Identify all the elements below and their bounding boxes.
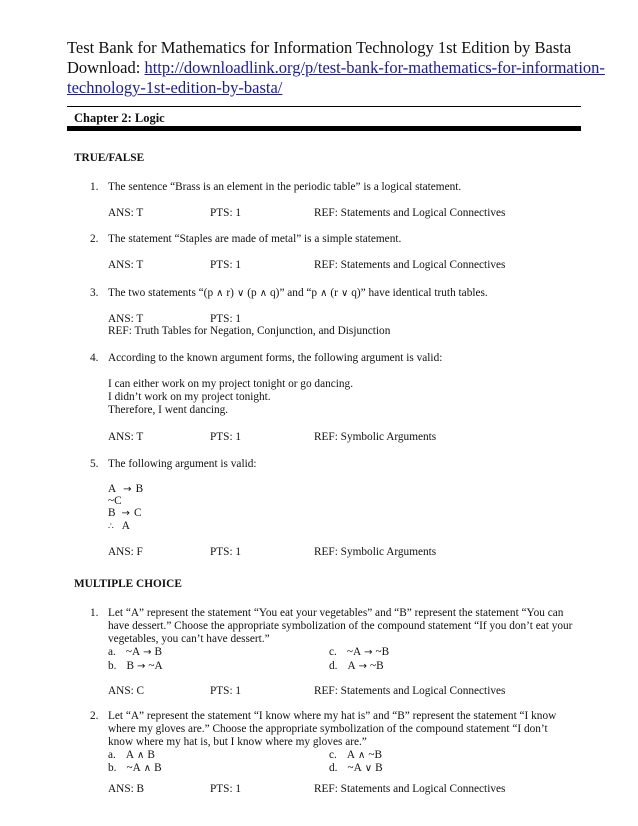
points: PTS: 1: [210, 685, 242, 697]
divider-thick: [67, 126, 581, 131]
answer: ANS: T: [108, 431, 144, 443]
logical-or-icon: ∨: [340, 288, 349, 299]
question-text: The two statements “(p ∧ r) ∨ (p ∧ q)” and “p ∧ (r ∨ q)” have identical truth tables.: [108, 287, 488, 299]
question-text: The sentence “Brass is an element in the periodic table” is a logical statement.: [108, 181, 462, 193]
conclusion: ∴ A: [108, 520, 130, 532]
question-text: have dessert.” Choose the appropriate symbolization of the compound statement “If you don’t eat your: [108, 620, 573, 632]
reference: REF: Symbolic Arguments: [314, 431, 437, 443]
choice-c: c. ~A → ~B: [329, 646, 390, 658]
answer: ANS: F: [108, 546, 143, 558]
premise-3: B → C: [108, 507, 142, 519]
arrow-right-icon: →: [123, 484, 132, 495]
question-text: According to the known argument forms, the following argument is valid:: [108, 352, 443, 364]
question-text: The statement “Staples are made of metal” is a simple statement.: [108, 233, 402, 245]
answer: ANS: B: [108, 783, 145, 795]
section-heading-truefalse: TRUE/FALSE: [74, 152, 145, 164]
logical-and-icon: ∧: [358, 750, 366, 761]
answer: ANS: T: [108, 313, 144, 325]
logical-and-icon: ∧: [216, 288, 224, 299]
question-number: 2.: [90, 710, 99, 722]
download-line: [67, 58, 605, 78]
choice-b: b. B → ~A: [108, 660, 163, 672]
logical-and-icon: ∧: [143, 763, 152, 774]
points: PTS: 1: [210, 207, 242, 219]
question-number: 1.: [90, 607, 99, 619]
choice-a: a. A ∧ B: [108, 749, 155, 761]
answer: ANS: C: [108, 685, 145, 697]
download-line-2: [67, 78, 282, 98]
download-link-cont[interactable]: technology-1st-edition-by-basta/: [67, 78, 283, 97]
arrow-right-icon: →: [364, 647, 373, 658]
reference: REF: Truth Tables for Negation, Conjunction, and Disjunction: [108, 325, 391, 337]
logical-or-icon: ∨: [236, 288, 245, 299]
premise-2: ~C: [108, 495, 122, 507]
arrow-right-icon: →: [121, 508, 130, 519]
reference: REF: Statements and Logical Connectives: [314, 685, 506, 697]
therefore-icon: ∴: [108, 521, 114, 531]
points: PTS: 1: [210, 546, 242, 558]
arrow-right-icon: →: [358, 661, 368, 672]
reference: REF: Statements and Logical Connectives: [314, 259, 506, 271]
question-number: 3.: [90, 287, 99, 299]
argument-line: I didn’t work on my project tonight.: [108, 391, 271, 403]
logical-and-icon: ∧: [259, 288, 268, 299]
question-number: 4.: [90, 352, 99, 364]
points: PTS: 1: [210, 431, 242, 443]
choice-d: d. A → ~B: [329, 660, 384, 672]
section-heading-multiplechoice: MULTIPLE CHOICE: [74, 578, 182, 590]
reference: REF: Statements and Logical Connectives: [314, 783, 506, 795]
logical-and-icon: ∧: [137, 750, 145, 761]
question-text: where my gloves are.” Choose the appropriate symbolization of the compound statement “I don’t: [108, 723, 548, 735]
argument-conclusion: Therefore, I went dancing.: [108, 404, 229, 416]
divider-thin: [67, 106, 581, 107]
question-number: 5.: [90, 458, 99, 470]
reference: REF: Statements and Logical Connectives: [314, 207, 506, 219]
argument-line: I can either work on my project tonight or go dancing.: [108, 378, 354, 390]
arrow-right-icon: →: [143, 647, 152, 658]
question-text: Let “A” represent the statement “You eat your vegetables” and “B” represent the statement “You can: [108, 607, 564, 619]
choice-b: b. ~A ∧ B: [108, 762, 162, 774]
logical-and-icon: ∧: [320, 288, 328, 299]
arrow-right-icon: →: [137, 661, 146, 672]
question-number: 1.: [90, 181, 99, 193]
choice-d: d. ~A ∨ B: [329, 762, 383, 774]
question-text: know where my hat is, but I know where my gloves are.”: [108, 736, 367, 748]
points: PTS: 1: [210, 783, 242, 795]
answer: ANS: T: [108, 259, 144, 271]
reference: REF: Symbolic Arguments: [314, 546, 437, 558]
question-text: Let “A” represent the statement “I know where my hat is” and “B” represent the statement “I know: [108, 710, 557, 722]
doc-title: Test Bank for Mathematics for Information Technology 1st Edition by Basta: [67, 38, 572, 57]
question-number: 2.: [90, 233, 99, 245]
points: PTS: 1: [210, 259, 242, 271]
question-text: vegetables, you can’t have dessert.”: [108, 633, 270, 645]
question-text: The following argument is valid:: [108, 458, 257, 470]
premise-1: A → B: [108, 483, 144, 495]
points: PTS: 1: [210, 313, 242, 325]
chapter-title: Chapter 2: Logic: [74, 111, 165, 125]
choice-c: c. A ∧ ~B: [329, 749, 382, 761]
answer: ANS: T: [108, 207, 144, 219]
download-link[interactable]: http://downloadlink.org/p/test-bank-for-mathematics-for-information-: [144, 58, 605, 77]
download-label: Download:: [67, 58, 145, 77]
logical-or-icon: ∨: [364, 763, 373, 774]
choice-a: a. ~A → B: [108, 646, 163, 658]
